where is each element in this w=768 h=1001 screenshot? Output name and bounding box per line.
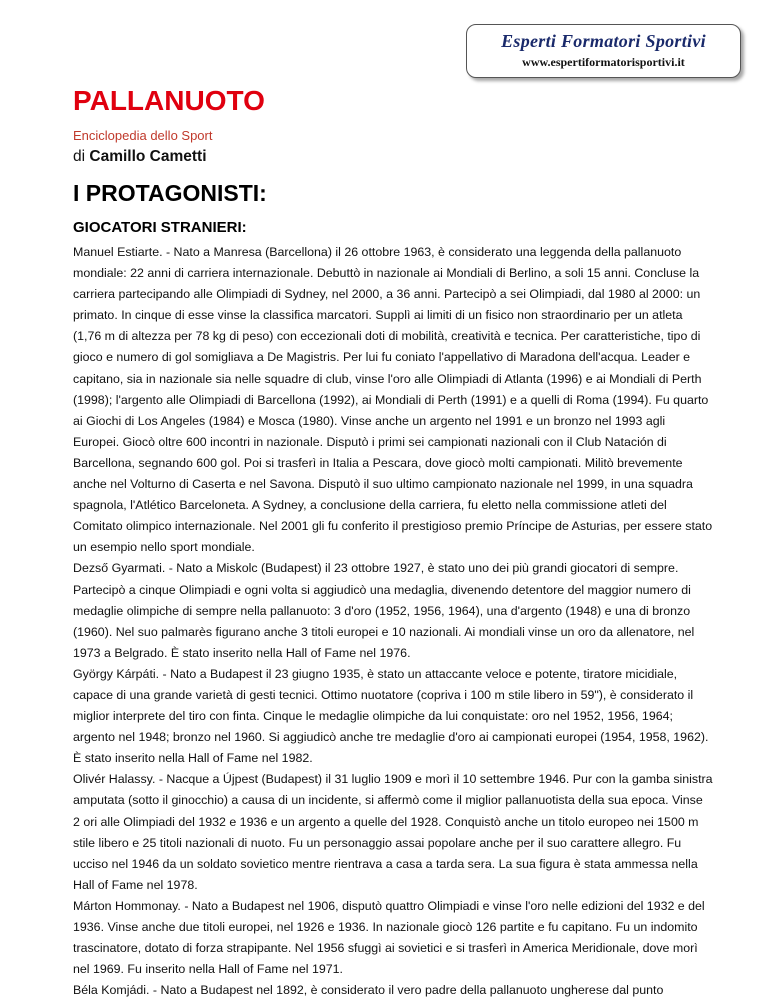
paragraph-estiarte: Manuel Estiarte. - Nato a Manresa (Barcellona) il 26 ottobre 1963, è considerato una leggenda della pallanuoto mondiale: 22 anni di carriera internazionale. Debuttò in nazionale ai Mondiali di Berlino, a soli 15 anni. Concluse la carriera partecipando alle Olimpiadi di Sydney, nel 2000, a 36 anni. Partecipò a sei Olimpiadi, dal 1980 al 2000: un primato. In cinque di esse vinse la classifica marcatori. Supplì ai limiti di un fisico non straordinario per un atleta (1,76 m di altezza per 78 kg di peso) con eccezionali doti di mobilità, creatività e tecnica. Per caratteristiche, tipo di gioco e numero di gol somigliava a De Magistris. Per lui fu coniato l'appellativo di Maradona dell'acqua. Leader e capitano, sia in nazionale sia nelle squadre di club, vinse l'oro alle Olimpiadi di Atlanta (1996) e ai Mondiali di Perth (1998); l'argento alle Olimpiadi di Barcellona (1992), ai Mondiali di Perth (1991) e a quelli di Roma (1994). Fu quarto ai Giochi di Los Angeles (1984) e Mosca (1980). Vinse anche un argento nel 1991 e un bronzo nel 1993 agli Europei. Giocò oltre 600 incontri in nazionale. Disputò i primi sei campionati nazionali con il Club Natación di Barcellona, segnando 600 gol. Poi si trasferì in Italia a Pescara, dove giocò molti campionati. Militò brevemente anche nel Volturno di Caserta e nel Savona. Disputò il suo ultimo campionato nazionale nel 1999, in una squadra spagnola, l'Atlético Barceloneta. A Sydney, a conclusione della carriera, fu eletto nella commissione atleti del Comitato olimpico internazionale. Nel 2001 gli fu conferito il prestigioso premio Príncipe de Asturias, per essere stato un esempio nello sport mondiale. [73, 245, 713, 555]
paragraph-hommonay: Márton Hommonay. - Nato a Budapest nel 1906, disputò quattro Olimpiadi e vinse l'oro nelle edizioni del 1932 e del 1936. Vinse anche due titoli europei, nel 1926 e 1936. In nazionale giocò 126 partite e fu capitano. Fu un indomito trascinatore, dotato di forza strapipante. Nel 1956 sfuggì ai sovietici e si trasferì in America Meridionale, dove morì nel 1969. Fu inserito nella Hall of Fame nel 1971. [73, 898, 705, 977]
subsection-heading: GIOCATORI STRANIERI: [73, 219, 247, 236]
document-subtitle: Enciclopedia dello Sport [73, 128, 213, 143]
body-text [73, 242, 713, 1001]
author-line [73, 148, 207, 166]
logo-title: Esperti Formatori Sportivi [501, 31, 706, 51]
paragraph-komjadi: Béla Komjádi. - Nato a Budapest nel 1892, è considerato il vero padre della pallanuoto ungherese dal punto [73, 983, 664, 998]
author-name: Camillo Cametti [89, 148, 207, 165]
paragraph-karpati: György Kárpáti. - Nato a Budapest il 23 giugno 1935, è stato un attaccante veloce e potente, tiratore micidiale, capace di una grande varietà di gesti tecnici. Ottimo nuotatore (copriva i 100 m stile libero in 59"), è considerato il miglior interprete del tiro con finta. Cinque le medaglie olimpiche da lui conquistate: oro nel 1952, 1956, 1964; argento nel 1948; bronzo nel 1960. Si aggiudicò anche tre medaglie d'oro ai campionati europei (1954, 1958, 1962). È stato inserito nella Hall of Fame nel 1982. [73, 666, 709, 766]
logo-url[interactable]: www.espertiformatorisportivi.it [522, 55, 685, 69]
paragraph-halassy: Olivér Halassy. - Nacque a Újpest (Budapest) il 31 luglio 1909 e morì il 10 settembre 1946. Pur con la gamba sinistra amputata (sotto il ginocchio) a causa di un incidente, si affermò come il miglior pallanuotista della sua epoca. Vinse 2 ori alle Olimpiadi del 1932 e 1936 e un argento a quelle del 1928. Conquistò anche un titolo europeo nei 1500 m stile libero e 25 titoli nazionali di nuoto. Fu un personaggio assai popolare anche per il suo carattere allegro. Fu ucciso nel 1946 da un soldato sovietico mentre rientrava a casa a tarda sera. La sua figura è stata ammessa nella Hall of Fame nel 1978. [73, 772, 713, 892]
section-heading: I PROTAGONISTI: [73, 180, 267, 206]
document-title: PALLANUOTO [73, 85, 265, 116]
author-prefix: di [73, 148, 86, 165]
paragraph-gyarmati: Dezső Gyarmati. - Nato a Miskolc (Budapest) il 23 ottobre 1927, è stato uno dei più grandi giocatori di sempre. Partecipò a cinque Olimpiadi e ogni volta si aggiudicò una medaglia, divenendo detentore del maggior numero di medaglie olimpiche di sempre nella pallanuoto: 3 d'oro (1952, 1956, 1964), una d'argento (1948) e una di bronzo (1960). Nel suo palmarès figurano anche 3 titoli europei e 10 nazionali. Ai mondiali vinse un oro da allenatore, nel 1973 a Belgrado. È stato inserito nella Hall of Fame nel 1976. [73, 561, 695, 660]
logo-box [466, 24, 741, 78]
